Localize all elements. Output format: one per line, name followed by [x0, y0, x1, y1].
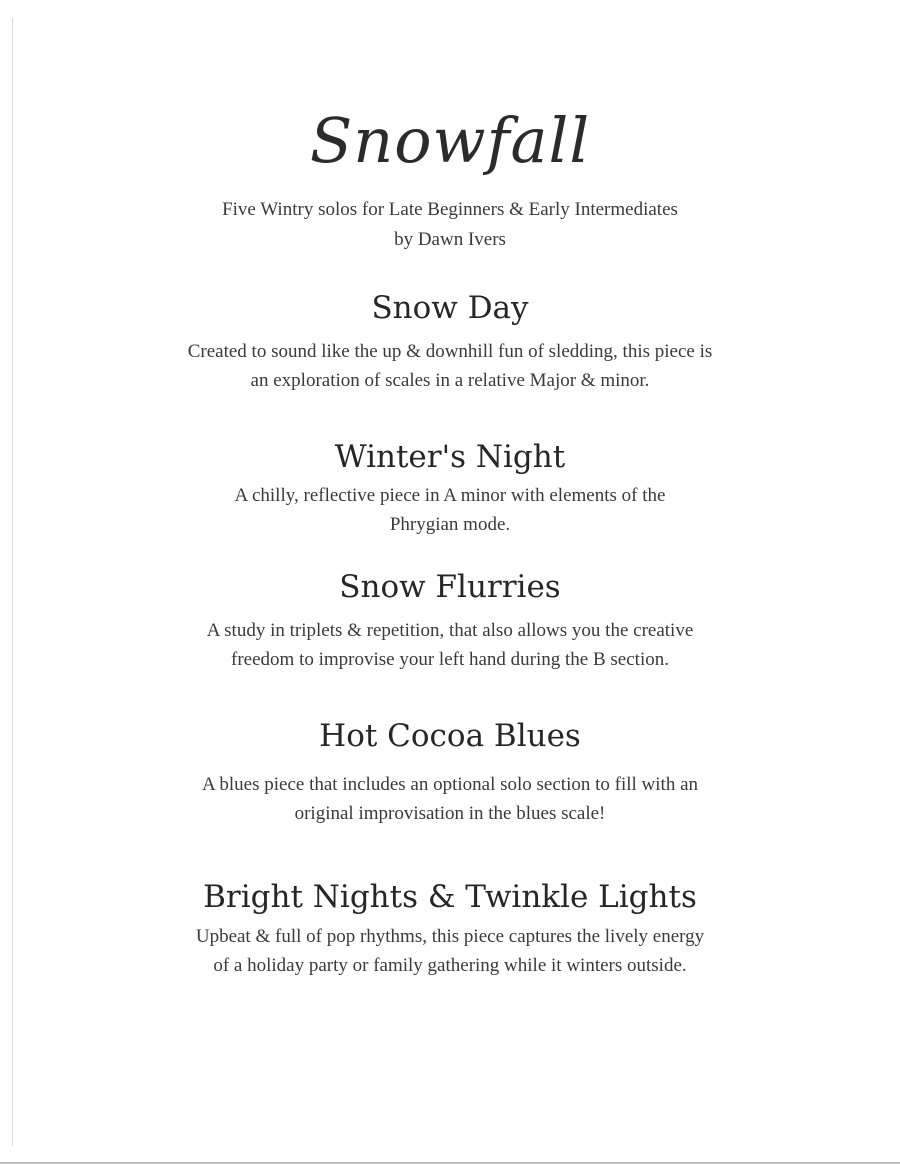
piece-desc-snow-flurries-line2: freedom to improvise your left hand during the B section. [231, 649, 669, 670]
subtitle: Five Wintry solos for Late Beginners & Early Intermediates [222, 199, 678, 220]
piece-desc-snow-day-line1: Created to sound like the up & downhill fun of sledding, this piece is [187, 341, 713, 362]
piece-desc-hot-cocoa-blues-line1: A blues piece that includes an optional solo section to fill with an [201, 774, 698, 795]
piece-desc-winters-night-line1: A chilly, reflective piece in A minor with elements of the [234, 485, 666, 506]
author-line: by Dawn Ivers [394, 229, 506, 250]
piece-title-bright-nights: Bright Nights & Twinkle Lights [203, 879, 697, 915]
piece-desc-snow-day-line2: an exploration of scales in a relative Major & minor. [250, 370, 650, 391]
piece-title-winters-night: Winter's Night [334, 439, 566, 475]
piece-desc-bright-nights-line1: Upbeat & full of pop rhythms, this piece captures the lively energy [195, 926, 705, 947]
piece-desc-bright-nights-line2: of a holiday party or family gathering while it winters outside. [213, 955, 687, 976]
page-title: Snowfall [309, 104, 591, 177]
piece-desc-winters-night-line2: Phrygian mode. [389, 514, 511, 535]
piece-title-snow-day: Snow Day [371, 290, 529, 326]
piece-title-snow-flurries: Snow Flurries [339, 569, 561, 605]
piece-title-hot-cocoa-blues: Hot Cocoa Blues [319, 718, 581, 754]
piece-desc-snow-flurries-line1: A study in triplets & repetition, that also allows you the creative [206, 620, 694, 641]
piece-desc-hot-cocoa-blues-line2: original improvisation in the blues scale! [294, 803, 606, 824]
